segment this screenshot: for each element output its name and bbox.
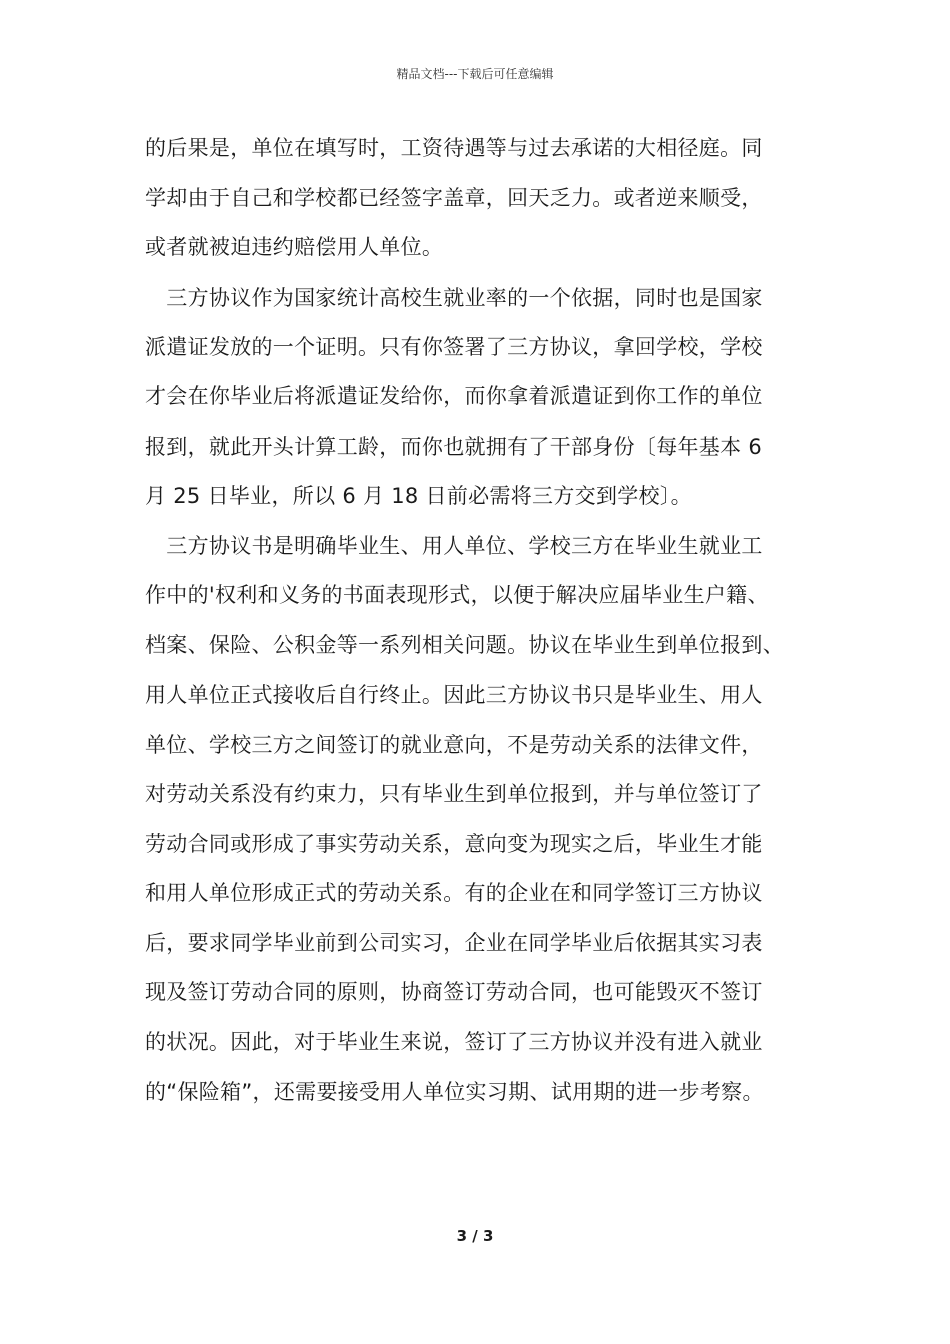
paragraph-line: 学却由于自己和学校都已经签字盖章，回天乏力。或者逆来顺受， [145,186,763,210]
paragraph-line: 和用人单位形成正式的劳动关系。有的企业在和同学签订三方协议 [145,881,763,905]
paragraph-line: 用人单位正式接收后自行终止。因此三方协议书只是毕业生、用人 [145,683,763,707]
paragraph-line: 现及签订劳动合同的原则，协商签订劳动合同，也可能毁灭不签订 [145,980,763,1004]
paragraph-line: 的“保险箱”，还需要接受用人单位实习期、试用期的进一步考察。 [145,1080,764,1104]
paragraph-line: 单位、学校三方之间签订的就业意向，不是劳动关系的法律文件， [145,733,763,757]
paragraph-line: 的状况。因此，对于毕业生来说，签订了三方协议并没有进入就业 [145,1030,763,1054]
paragraph-line: 三方协议作为国家统计高校生就业率的一个依据，同时也是国家 [145,286,763,310]
paragraph-line: 的后果是，单位在填写时，工资待遇等与过去承诺的大相径庭。同 [145,136,763,160]
paragraph-line: 三方协议书是明确毕业生、用人单位、学校三方在毕业生就业工 [145,534,763,558]
paragraph-line: 劳动合同或形成了事实劳动关系，意向变为现实之后，毕业生才能 [145,832,763,856]
paragraph-line: 报到，就此开头计算工龄，而你也就拥有了干部身份〔每年基本 6 [145,435,763,459]
paragraph-line: 派遣证发放的一个证明。只有你签署了三方协议，拿回学校，学校 [145,335,763,359]
page-number: 3 / 3 [456,1227,494,1245]
paragraph-line: 作中的'权利和义务的书面表现形式，以便于解决应届毕业生户籍、 [145,583,769,607]
paragraph-line: 后，要求同学毕业前到公司实习，企业在同学毕业后依据其实习表 [145,931,763,955]
paragraph-line: 档案、保险、公积金等一系列相关问题。协议在毕业生到单位报到、 [145,633,784,657]
paragraph-line: 才会在你毕业后将派遣证发给你，而你拿着派遣证到你工作的单位 [145,384,763,408]
paragraph-line: 月 25 日毕业，所以 6 月 18 日前必需将三方交到学校〕。 [145,484,692,508]
paragraph-line: 对劳动关系没有约束力，只有毕业生到单位报到，并与单位签订了 [145,782,763,806]
paragraph-line: 或者就被迫违约赔偿用人单位。 [145,235,444,259]
page-header: 精品文档---下载后可任意编辑 [396,67,554,81]
